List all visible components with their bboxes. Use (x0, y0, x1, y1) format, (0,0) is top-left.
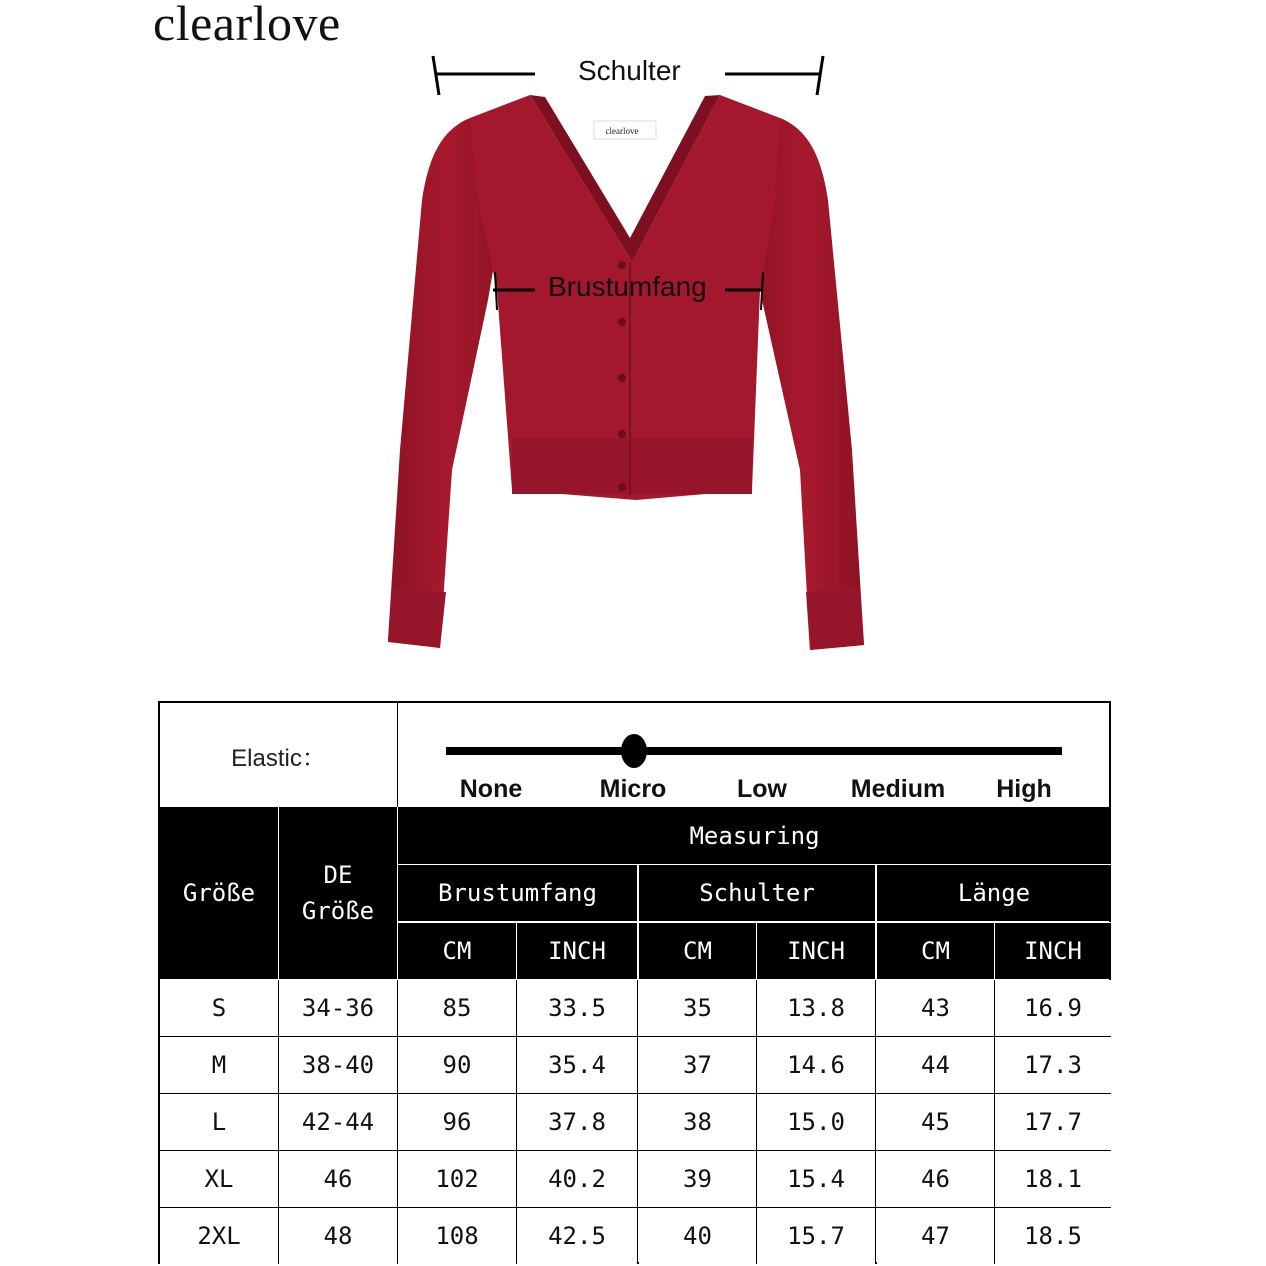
header-size: Größe (160, 807, 278, 979)
table-cell: 15.7 (757, 1208, 875, 1264)
garment-tag: clearlove (605, 126, 639, 136)
table-cell: 18.5 (995, 1208, 1111, 1264)
elastic-label: Elastic： (231, 744, 326, 772)
size-chart-table (158, 701, 1111, 1264)
table-cell: 37.8 (517, 1094, 637, 1150)
table-cell: 102 (398, 1151, 516, 1207)
header-measuring: Measuring (398, 807, 1111, 864)
table-cell: 46 (877, 1151, 994, 1207)
table-cell: 37 (639, 1037, 756, 1093)
header-de-size: DE Größe (279, 807, 397, 979)
table-cell: 47 (877, 1208, 994, 1264)
table-cell: 42.5 (517, 1208, 637, 1264)
table-cell: 38-40 (279, 1037, 397, 1093)
table-cell: 17.7 (995, 1094, 1111, 1150)
header-unit-inch: INCH (757, 923, 875, 979)
table-cell: 42-44 (279, 1094, 397, 1150)
header-unit-cm: CM (398, 923, 516, 979)
table-cell: 38 (639, 1094, 756, 1150)
shoulder-label: Schulter (578, 55, 681, 86)
table-cell: 16.9 (995, 980, 1111, 1036)
table-cell: M (160, 1037, 278, 1093)
elastic-level-high: High (996, 775, 1052, 803)
table-cell: 90 (398, 1037, 516, 1093)
header-group-length: Länge (877, 865, 1111, 921)
header-unit-inch: INCH (995, 923, 1111, 979)
table-cell: 35 (639, 980, 756, 1036)
table-cell: 2XL (160, 1208, 278, 1264)
elastic-level-micro: Micro (599, 775, 667, 803)
table-cell: 40.2 (517, 1151, 637, 1207)
table-cell: 45 (877, 1094, 994, 1150)
header-unit-cm: CM (639, 923, 756, 979)
table-cell: 34-36 (279, 980, 397, 1036)
table-cell: 15.0 (757, 1094, 875, 1150)
table-cell: 13.8 (757, 980, 875, 1036)
table-cell: 17.3 (995, 1037, 1111, 1093)
table-cell: L (160, 1094, 278, 1150)
table-cell: 46 (279, 1151, 397, 1207)
table-cell: 39 (639, 1151, 756, 1207)
table-cell: 14.6 (757, 1037, 875, 1093)
table-cell: 108 (398, 1208, 516, 1264)
elastic-level-medium: Medium (850, 775, 946, 803)
header-unit-cm: CM (877, 923, 994, 979)
table-cell: 96 (398, 1094, 516, 1150)
table-cell: 15.4 (757, 1151, 875, 1207)
header-group-bust: Brustumfang (398, 865, 637, 921)
elasticity-track (446, 747, 1062, 755)
table-cell: 48 (279, 1208, 397, 1264)
table-cell: XL (160, 1151, 278, 1207)
header-unit-inch: INCH (517, 923, 637, 979)
bust-label: Brustumfang (548, 271, 707, 302)
table-cell: 40 (639, 1208, 756, 1264)
brand-logo: clearlove (153, 0, 341, 51)
table-cell: 35.4 (517, 1037, 637, 1093)
elasticity-knob (621, 734, 647, 768)
table-cell: 85 (398, 980, 516, 1036)
table-cell: S (160, 980, 278, 1036)
elastic-level-none: None (459, 775, 523, 803)
table-cell: 44 (877, 1037, 994, 1093)
table-cell: 18.1 (995, 1151, 1111, 1207)
header-group-shoulder: Schulter (639, 865, 875, 921)
elasticity-scale (398, 703, 1111, 807)
table-cell: 33.5 (517, 980, 637, 1036)
table-cell: 43 (877, 980, 994, 1036)
elastic-level-low: Low (737, 775, 787, 803)
